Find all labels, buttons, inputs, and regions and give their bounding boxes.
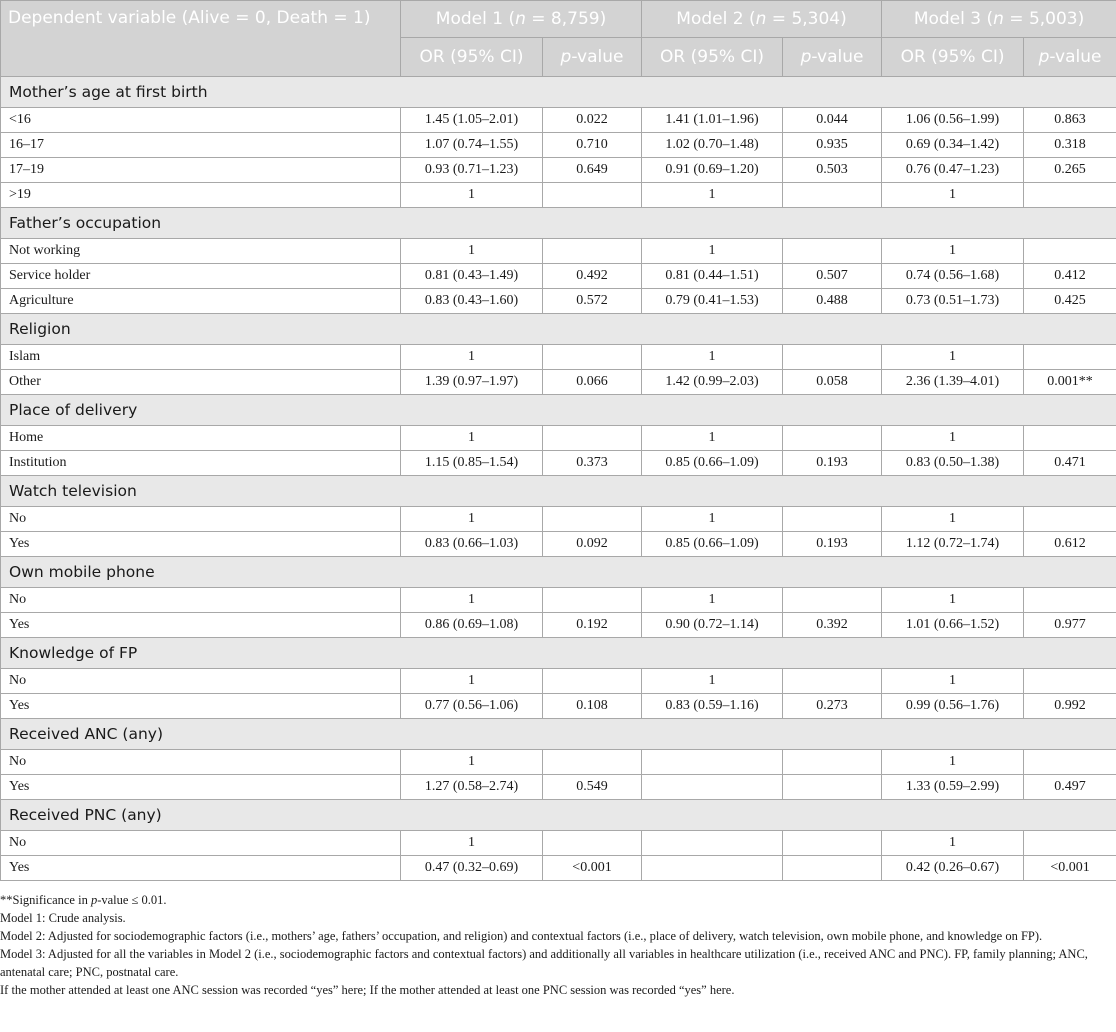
or-ci-cell: 0.81 (0.44–1.51) <box>642 264 783 289</box>
category-title: Received ANC (any) <box>1 719 1116 750</box>
p-value-cell: 0.572 <box>543 289 642 314</box>
or-ci-cell: 0.76 (0.47–1.23) <box>882 158 1024 183</box>
or-ci-cell: 1 <box>401 507 543 532</box>
or-ci-cell: 0.74 (0.56–1.68) <box>882 264 1024 289</box>
category-row <box>1 77 1116 108</box>
table-row <box>1 694 1116 719</box>
or-ci-header: OR (95% CI) <box>642 38 783 77</box>
row-label: Institution <box>1 451 401 476</box>
table-row <box>1 750 1116 775</box>
p-value-cell <box>783 831 882 856</box>
p-value-cell <box>783 345 882 370</box>
table-row <box>1 133 1116 158</box>
p-value-cell <box>783 183 882 208</box>
p-value-cell: 0.022 <box>543 108 642 133</box>
or-ci-cell: 0.83 (0.66–1.03) <box>401 532 543 557</box>
category-title: Received PNC (any) <box>1 800 1116 831</box>
or-ci-cell: 0.90 (0.72–1.14) <box>642 613 783 638</box>
or-ci-cell: 1 <box>401 831 543 856</box>
or-ci-cell: 1 <box>882 183 1024 208</box>
p-value-cell <box>543 750 642 775</box>
p-value-cell <box>1024 426 1116 451</box>
p-value-cell <box>1024 345 1116 370</box>
or-ci-cell: 0.83 (0.50–1.38) <box>882 451 1024 476</box>
table-row <box>1 289 1116 314</box>
row-label: Yes <box>1 856 401 881</box>
row-label: Yes <box>1 532 401 557</box>
or-ci-cell: 1 <box>882 345 1024 370</box>
p-value-cell <box>543 507 642 532</box>
p-value-cell <box>543 183 642 208</box>
dependent-variable-header: Dependent variable (Alive = 0, Death = 1) <box>1 1 401 77</box>
p-value-cell: 0.549 <box>543 775 642 800</box>
or-ci-cell: 2.36 (1.39–4.01) <box>882 370 1024 395</box>
or-ci-cell: 1 <box>882 239 1024 264</box>
or-ci-cell: 1.27 (0.58–2.74) <box>401 775 543 800</box>
note-model-1: Model 1: Crude analysis. <box>0 911 126 925</box>
or-ci-cell: 1 <box>642 183 783 208</box>
table-row <box>1 507 1116 532</box>
category-title: Watch television <box>1 476 1116 507</box>
or-ci-cell: 1 <box>882 831 1024 856</box>
note-anc-pnc: If the mother attended at least one ANC session was recorded “yes” here; If the mother attended at least one PNC session was recorded “yes” here. <box>0 983 735 997</box>
p-value-cell: 0.935 <box>783 133 882 158</box>
p-value-cell <box>1024 507 1116 532</box>
p-value-cell <box>543 345 642 370</box>
or-ci-cell: 1.45 (1.05–2.01) <box>401 108 543 133</box>
or-ci-cell <box>642 775 783 800</box>
table-row <box>1 183 1116 208</box>
or-ci-cell: 1.15 (0.85–1.54) <box>401 451 543 476</box>
p-value-cell: 0.992 <box>1024 694 1116 719</box>
or-ci-cell: 1 <box>401 669 543 694</box>
table-row <box>1 158 1116 183</box>
category-row <box>1 800 1116 831</box>
table-footnotes <box>0 891 1112 999</box>
p-value-cell: 0.488 <box>783 289 882 314</box>
p-value-cell <box>543 426 642 451</box>
or-ci-cell: 1.42 (0.99–2.03) <box>642 370 783 395</box>
or-ci-cell: 1 <box>642 669 783 694</box>
row-label: 16–17 <box>1 133 401 158</box>
model-2-header: Model 2 (n = 5,304) <box>642 1 882 38</box>
p-value-header: p-value <box>1024 38 1116 77</box>
or-ci-cell: 0.83 (0.59–1.16) <box>642 694 783 719</box>
p-value-cell <box>783 426 882 451</box>
model-1-header: Model 1 (n = 8,759) <box>401 1 642 38</box>
or-ci-cell: 1 <box>642 345 783 370</box>
model-3-header: Model 3 (n = 5,003) <box>882 1 1116 38</box>
or-ci-cell: 1 <box>401 183 543 208</box>
table-row <box>1 451 1116 476</box>
row-label: Yes <box>1 613 401 638</box>
or-ci-header: OR (95% CI) <box>882 38 1024 77</box>
category-row <box>1 476 1116 507</box>
or-ci-cell: 1 <box>882 426 1024 451</box>
table-row <box>1 264 1116 289</box>
table-row <box>1 588 1116 613</box>
note-model-2: Model 2: Adjusted for sociodemographic factors (i.e., mothers’ age, fathers’ occupation, and religion) and contextual factors (i.e., place of delivery, watch television, own mobile phone, and knowledge on FP). <box>0 929 1043 943</box>
p-value-cell <box>783 856 882 881</box>
or-ci-cell: 1.02 (0.70–1.48) <box>642 133 783 158</box>
category-row <box>1 638 1116 669</box>
p-value-cell: 0.392 <box>783 613 882 638</box>
p-value-cell: 0.710 <box>543 133 642 158</box>
p-value-cell: <0.001 <box>543 856 642 881</box>
p-value-cell <box>1024 831 1116 856</box>
or-ci-cell: 1 <box>401 345 543 370</box>
p-value-cell: 0.273 <box>783 694 882 719</box>
p-value-cell: 0.058 <box>783 370 882 395</box>
p-value-cell: 0.471 <box>1024 451 1116 476</box>
category-title: Own mobile phone <box>1 557 1116 588</box>
p-value-cell <box>1024 669 1116 694</box>
row-label: No <box>1 669 401 694</box>
p-value-cell: 0.092 <box>543 532 642 557</box>
p-value-cell: 0.492 <box>543 264 642 289</box>
category-title: Mother’s age at first birth <box>1 77 1116 108</box>
table-row <box>1 239 1116 264</box>
table-row <box>1 426 1116 451</box>
table-row <box>1 831 1116 856</box>
p-value-cell <box>783 750 882 775</box>
row-label: No <box>1 507 401 532</box>
p-value-cell: 0.044 <box>783 108 882 133</box>
p-value-cell: 0.497 <box>1024 775 1116 800</box>
or-ci-cell: 1 <box>642 426 783 451</box>
p-value-cell <box>543 588 642 613</box>
category-row <box>1 395 1116 426</box>
p-value-cell: 0.193 <box>783 451 882 476</box>
p-value-cell <box>543 239 642 264</box>
p-value-cell <box>1024 183 1116 208</box>
or-ci-cell: 1 <box>401 426 543 451</box>
or-ci-cell: 1.33 (0.59–2.99) <box>882 775 1024 800</box>
row-label: 17–19 <box>1 158 401 183</box>
or-ci-cell: 0.99 (0.56–1.76) <box>882 694 1024 719</box>
p-value-cell: 0.193 <box>783 532 882 557</box>
row-label: Service holder <box>1 264 401 289</box>
header-row-models <box>1 1 1116 38</box>
or-ci-cell: 1.39 (0.97–1.97) <box>401 370 543 395</box>
or-ci-cell: 1 <box>401 750 543 775</box>
or-ci-cell: 0.85 (0.66–1.09) <box>642 451 783 476</box>
p-value-cell: 0.507 <box>783 264 882 289</box>
p-value-cell: 0.412 <box>1024 264 1116 289</box>
or-ci-header: OR (95% CI) <box>401 38 543 77</box>
p-value-header: p-value <box>543 38 642 77</box>
p-value-cell: 0.612 <box>1024 532 1116 557</box>
or-ci-cell: 0.81 (0.43–1.49) <box>401 264 543 289</box>
or-ci-cell: 0.85 (0.66–1.09) <box>642 532 783 557</box>
or-ci-cell: 0.69 (0.34–1.42) <box>882 133 1024 158</box>
or-ci-cell: 1 <box>642 507 783 532</box>
p-value-cell <box>1024 750 1116 775</box>
p-value-cell <box>783 669 882 694</box>
row-label: Yes <box>1 775 401 800</box>
p-value-cell: 0.265 <box>1024 158 1116 183</box>
row-label: Islam <box>1 345 401 370</box>
or-ci-cell: 1 <box>882 507 1024 532</box>
p-value-cell: 0.863 <box>1024 108 1116 133</box>
category-row <box>1 557 1116 588</box>
or-ci-cell <box>642 856 783 881</box>
row-label: Yes <box>1 694 401 719</box>
p-value-cell <box>783 239 882 264</box>
or-ci-cell: 0.42 (0.26–0.67) <box>882 856 1024 881</box>
p-value-cell <box>543 831 642 856</box>
table-row <box>1 669 1116 694</box>
row-label: Not working <box>1 239 401 264</box>
or-ci-cell: 1.41 (1.01–1.96) <box>642 108 783 133</box>
or-ci-cell: 1 <box>642 239 783 264</box>
p-value-cell <box>783 588 882 613</box>
row-label: No <box>1 831 401 856</box>
or-ci-cell: 1 <box>642 588 783 613</box>
table-row <box>1 856 1116 881</box>
or-ci-cell: 1 <box>882 750 1024 775</box>
or-ci-cell: 0.47 (0.32–0.69) <box>401 856 543 881</box>
p-value-cell: 0.318 <box>1024 133 1116 158</box>
category-row <box>1 208 1116 239</box>
or-ci-cell: 1.12 (0.72–1.74) <box>882 532 1024 557</box>
p-value-cell: 0.001** <box>1024 370 1116 395</box>
p-value-cell <box>1024 588 1116 613</box>
or-ci-cell <box>642 750 783 775</box>
table-row <box>1 345 1116 370</box>
or-ci-cell: 0.91 (0.69–1.20) <box>642 158 783 183</box>
p-value-cell: 0.425 <box>1024 289 1116 314</box>
p-value-cell <box>783 507 882 532</box>
category-row <box>1 314 1116 345</box>
table-row <box>1 613 1116 638</box>
or-ci-cell: 0.83 (0.43–1.60) <box>401 289 543 314</box>
p-value-cell: <0.001 <box>1024 856 1116 881</box>
p-value-cell: 0.192 <box>543 613 642 638</box>
row-label: Agriculture <box>1 289 401 314</box>
note-model-3: Model 3: Adjusted for all the variables in Model 2 (i.e., sociodemographic factors and contextual factors) and additionally all variables in healthcare utilization (i.e., received ANC and PNC). FP, family planning; ANC, antenatal care; PNC, postnatal care. <box>0 947 1088 979</box>
or-ci-cell: 1 <box>401 239 543 264</box>
or-ci-cell: 0.77 (0.56–1.06) <box>401 694 543 719</box>
row-label: <16 <box>1 108 401 133</box>
row-label: >19 <box>1 183 401 208</box>
category-title: Knowledge of FP <box>1 638 1116 669</box>
or-ci-cell: 1.07 (0.74–1.55) <box>401 133 543 158</box>
category-title: Religion <box>1 314 1116 345</box>
or-ci-cell: 0.93 (0.71–1.23) <box>401 158 543 183</box>
row-label: Other <box>1 370 401 395</box>
or-ci-cell: 0.73 (0.51–1.73) <box>882 289 1024 314</box>
p-value-cell <box>1024 239 1116 264</box>
significance-note: **Significance in p-value ≤ 0.01. <box>0 893 167 907</box>
p-value-header: p-value <box>783 38 882 77</box>
p-value-cell: 0.066 <box>543 370 642 395</box>
table-row <box>1 532 1116 557</box>
row-label: No <box>1 588 401 613</box>
p-value-cell <box>543 669 642 694</box>
p-value-cell: 0.503 <box>783 158 882 183</box>
p-value-cell: 0.977 <box>1024 613 1116 638</box>
p-value-cell <box>783 775 882 800</box>
p-value-cell: 0.373 <box>543 451 642 476</box>
table-row <box>1 370 1116 395</box>
or-ci-cell: 0.79 (0.41–1.53) <box>642 289 783 314</box>
category-title: Father’s occupation <box>1 208 1116 239</box>
table-row <box>1 108 1116 133</box>
or-ci-cell <box>642 831 783 856</box>
p-value-cell: 0.649 <box>543 158 642 183</box>
category-title: Place of delivery <box>1 395 1116 426</box>
or-ci-cell: 1 <box>882 588 1024 613</box>
p-value-cell: 0.108 <box>543 694 642 719</box>
row-label: Home <box>1 426 401 451</box>
table-body <box>1 77 1116 881</box>
or-ci-cell: 1 <box>882 669 1024 694</box>
or-ci-cell: 1.06 (0.56–1.99) <box>882 108 1024 133</box>
or-ci-cell: 1 <box>401 588 543 613</box>
or-ci-cell: 0.86 (0.69–1.08) <box>401 613 543 638</box>
row-label: No <box>1 750 401 775</box>
or-ci-cell: 1.01 (0.66–1.52) <box>882 613 1024 638</box>
table-row <box>1 775 1116 800</box>
category-row <box>1 719 1116 750</box>
